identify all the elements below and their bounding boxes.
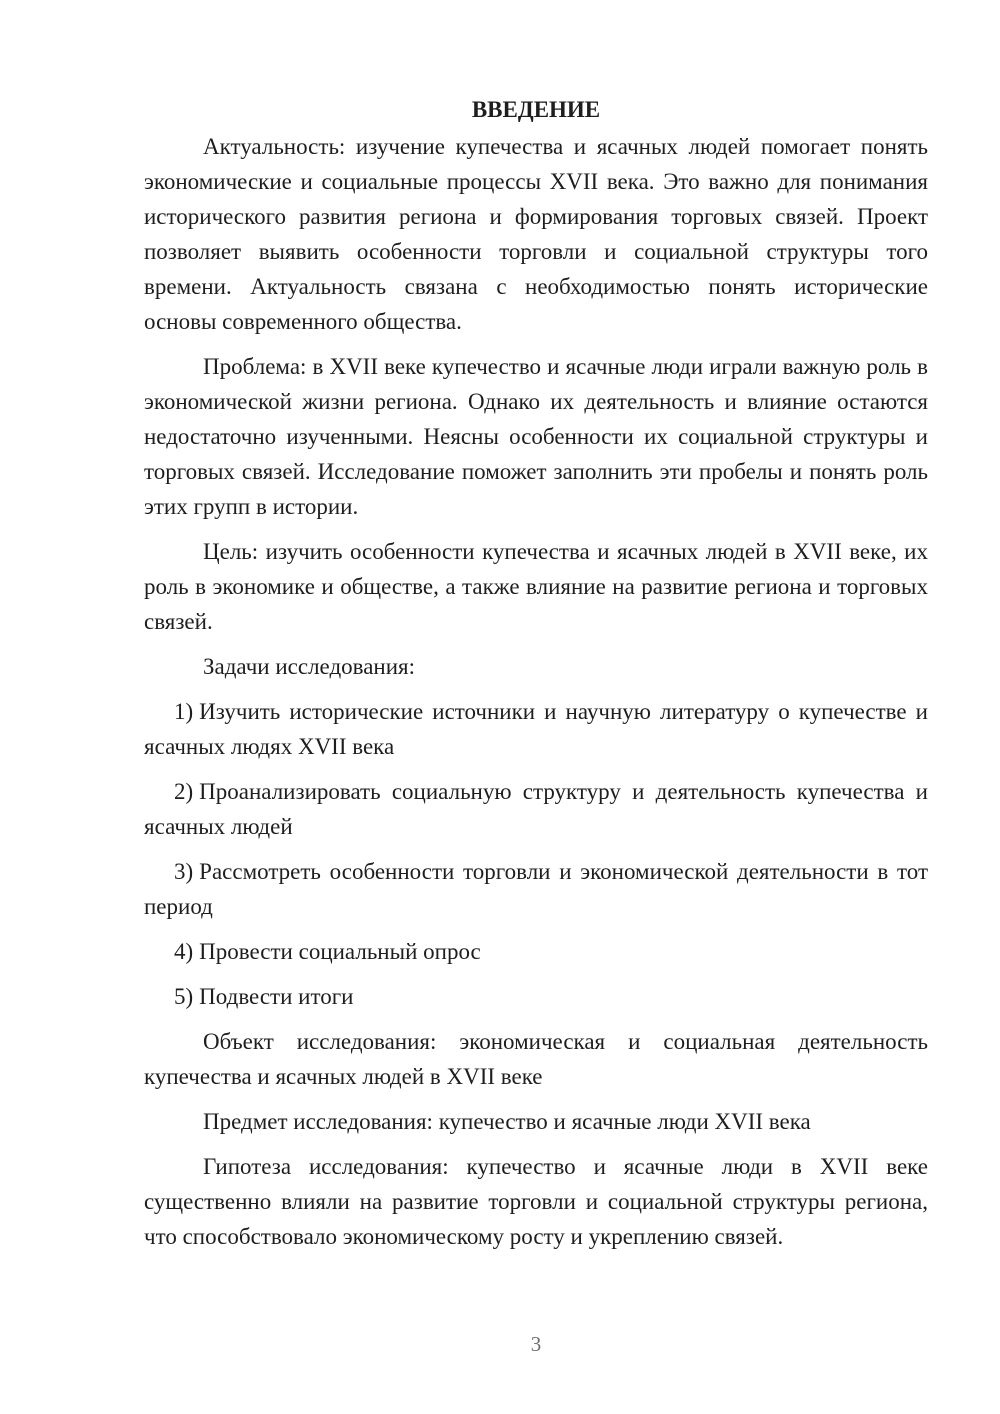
list-item	[144, 934, 928, 969]
tasks-heading: Задачи исследования:	[203, 654, 416, 679]
list-item-number: 2)	[174, 779, 194, 804]
page-title: ВВЕДЕНИЕ	[471, 97, 601, 122]
paragraph-subject: Предмет исследования: купечество и ясачные люди XVII века	[203, 1109, 811, 1134]
list-item-number: 1)	[174, 699, 194, 724]
list-item-number: 4)	[174, 939, 194, 964]
list-item	[144, 979, 928, 1014]
paragraph-hypothesis: Гипотеза исследования: купечество и ясачные люди в XVII веке существенно влияли на развитие торговли и социальной структуры региона, что способствовало экономическому росту и укреплению связей.	[144, 1154, 928, 1249]
paragraph-relevance: Актуальность: изучение купечества и ясачных людей помогает понять экономические и социальные процессы XVII века. Это важно для понимания исторического развития региона и формирования торговых связей. Проект позволяет выявить особенности торговли и социальной структуры того времени. Актуальность связана с необходимостью понять исторические основы современного общества.	[144, 134, 928, 334]
list-item-number: 5)	[174, 984, 194, 1009]
page-number: 3	[530, 1332, 542, 1356]
list-item	[144, 854, 928, 924]
list-item-text: Рассмотреть особенности торговли и экономической деятельности в тот период	[144, 859, 928, 919]
list-item-text: Подвести итоги	[199, 984, 354, 1009]
list-item-text: Изучить исторические источники и научную литературу о купечестве и ясачных людях XVII века	[144, 699, 928, 759]
paragraph-goal: Цель: изучить особенности купечества и ясачных людей в XVII веке, их роль в экономике и обществе, а также влияние на развитие региона и торговых связей.	[144, 539, 928, 634]
list-item-text: Проанализировать социальную структуру и деятельность купечества и ясачных людей	[144, 779, 928, 839]
list-item	[144, 774, 928, 844]
list-item-text: Провести социальный опрос	[199, 939, 481, 964]
paragraph-object: Объект исследования: экономическая и социальная деятельность купечества и ясачных людей в XVII веке	[144, 1029, 928, 1089]
paragraph-problem: Проблема: в XVII веке купечество и ясачные люди играли важную роль в экономической жизни региона. Однако их деятельность и влияние остаются недостаточно изученными. Неясны особенности их социальной структуры и торговых связей. Исследование поможет заполнить эти пробелы и понять роль этих групп в истории.	[144, 354, 928, 519]
list-item	[144, 694, 928, 764]
list-item-number: 3)	[174, 859, 194, 884]
document-page	[144, 92, 928, 1264]
